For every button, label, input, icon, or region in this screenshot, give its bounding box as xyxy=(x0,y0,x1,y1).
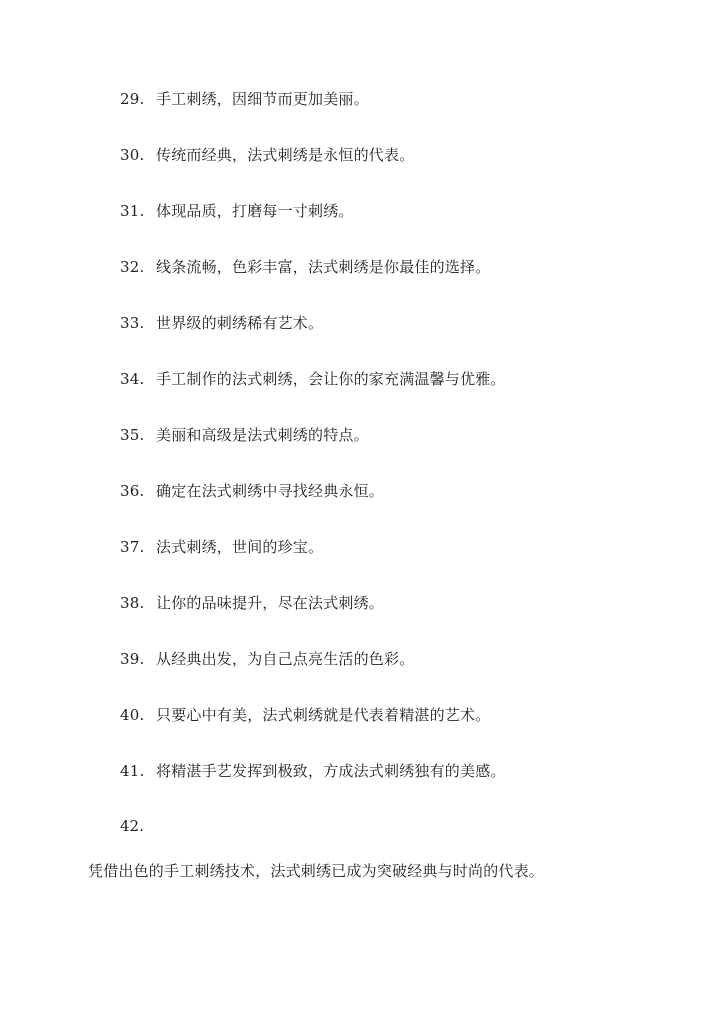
list-item xyxy=(120,593,384,613)
list-item xyxy=(120,649,414,669)
item-text: 将精湛手艺发挥到极致，方成法式刺绣独有的美感。 xyxy=(156,762,506,780)
item-number: 34. xyxy=(120,370,145,388)
item-number: 32. xyxy=(120,258,145,276)
item-number: 37. xyxy=(120,538,145,556)
item-number: 41. xyxy=(120,762,145,780)
item-text: 手工制作的法式刺绣，会让你的家充满温馨与优雅。 xyxy=(156,370,506,388)
list-item xyxy=(120,481,384,501)
item-number: 39. xyxy=(120,650,145,668)
list-item xyxy=(120,313,323,333)
list-item xyxy=(120,705,490,725)
item-number: 29. xyxy=(120,90,145,108)
list-item xyxy=(120,145,414,165)
list-item xyxy=(120,369,506,389)
item-text: 手工刺绣，因细节而更加美丽。 xyxy=(156,90,369,108)
item-text: 让你的品味提升，尽在法式刺绣。 xyxy=(156,594,385,612)
item-text: 线条流畅，色彩丰富，法式刺绣是你最佳的选择。 xyxy=(156,258,491,276)
item-number: 38. xyxy=(120,594,145,612)
item-text: 凭借出色的手工刺绣技术，法式刺绣已成为突破经典与时尚的代表。 xyxy=(88,862,545,880)
list-item xyxy=(120,761,506,781)
item-text: 确定在法式刺绣中寻找经典永恒。 xyxy=(156,482,385,500)
item-text: 法式刺绣，世间的珍宝。 xyxy=(156,538,324,556)
list-item xyxy=(120,537,323,557)
item-number: 40. xyxy=(120,706,145,724)
item-text: 从经典出发，为自己点亮生活的色彩。 xyxy=(156,650,415,668)
item-text: 世界级的刺绣稀有艺术。 xyxy=(156,314,324,332)
item-number: 42. xyxy=(120,817,144,835)
item-number: 30. xyxy=(120,146,145,164)
item-text: 美丽和高级是法式刺绣的特点。 xyxy=(156,426,369,444)
item-text: 只要心中有美，法式刺绣就是代表着精湛的艺术。 xyxy=(156,706,491,724)
list-item xyxy=(120,89,369,109)
item-number: 31. xyxy=(120,202,145,220)
item-text: 体现品质，打磨每一寸刺绣。 xyxy=(156,202,354,220)
list-item xyxy=(120,257,490,277)
list-item xyxy=(120,201,354,221)
item-text: 传统而经典，法式刺绣是永恒的代表。 xyxy=(156,146,415,164)
item-number: 33. xyxy=(120,314,145,332)
item-number: 36. xyxy=(120,482,145,500)
list-item xyxy=(120,425,369,445)
item-number: 35. xyxy=(120,426,145,444)
